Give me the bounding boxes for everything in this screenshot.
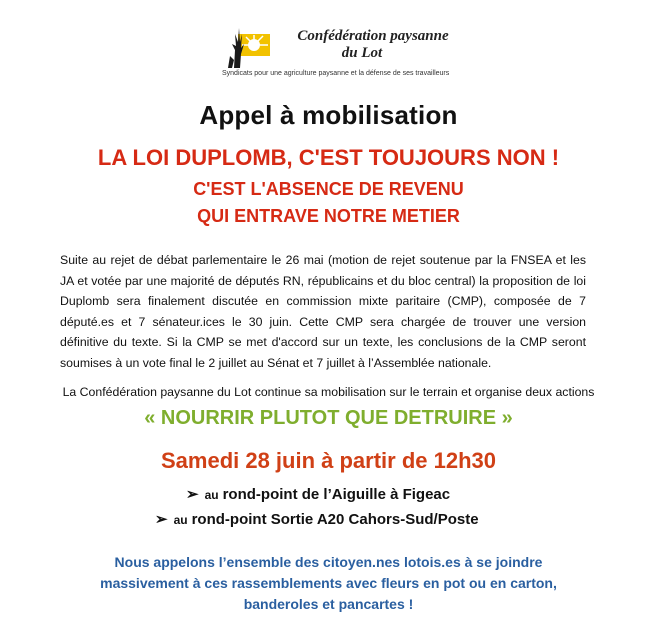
page-title: Appel à mobilisation <box>199 100 458 130</box>
slogan: « NOURRIR PLUTOT QUE DETRUIRE » <box>144 407 513 429</box>
body-paragraph: Suite au rejet de débat parlementaire le 26 mai (motion de rejet soutenue par la FNSEA et les JA et votée par une majorité de députés RN, républicains et du bloc central) la proposition de loi Duplomb sera finalement discutée en commission mixte paritaire (CMP), composée de 7 député.es et 7 sénateur.ices le 30 juin. Cette CMP sera chargée de trouver une version définitive du texte. Si la CMP se met d'accord sur un texte, les conclusions de la CMP seront soumises à un vote final le 2 juillet au Sénat et 7 juillet à l’Assemblée nationale. <box>60 253 586 370</box>
event-date: Samedi 28 juin à partir de 12h30 <box>160 448 497 473</box>
closing-line2: massivement à ces rassemblements avec fleurs en pot ou en carton, <box>100 575 557 591</box>
location-prefix: au <box>173 513 188 527</box>
location-prefix: au <box>204 488 219 502</box>
location-item <box>186 485 450 503</box>
location-item <box>155 510 479 528</box>
headline: LA LOI DUPLOMB, C'EST TOUJOURS NON ! <box>97 145 560 170</box>
arrow-bullet-icon: ➢ <box>186 486 199 503</box>
subheadline <box>0 176 657 230</box>
subheadline-line2: QUI ENTRAVE NOTRE METIER <box>197 206 460 226</box>
org-name-line2: du Lot <box>341 45 383 61</box>
org-name-line1: Confédération paysanne <box>297 28 449 44</box>
closing-line1: Nous appelons l’ensemble des citoyen.nes lotois.es à se joindre <box>114 554 543 570</box>
header <box>220 10 480 82</box>
closing-line3: banderoles et pancartes ! <box>243 596 414 612</box>
location-place: rond-point Sortie A20 Cahors-Sud/Poste <box>191 511 479 528</box>
continue-text: La Confédération paysanne du Lot continue sa mobilisation sur le terrain et organise deux actions <box>62 385 595 399</box>
location-place: rond-point de l’Aiguille à Figeac <box>222 486 451 503</box>
subheadline-line1: C'EST L'ABSENCE DE REVENU <box>193 179 464 199</box>
org-name <box>278 28 468 62</box>
org-tagline: Syndicats pour une agriculture paysanne et la défense de ses travailleurs <box>222 70 450 77</box>
closing-call <box>0 552 657 615</box>
arrow-bullet-icon: ➢ <box>155 511 168 528</box>
